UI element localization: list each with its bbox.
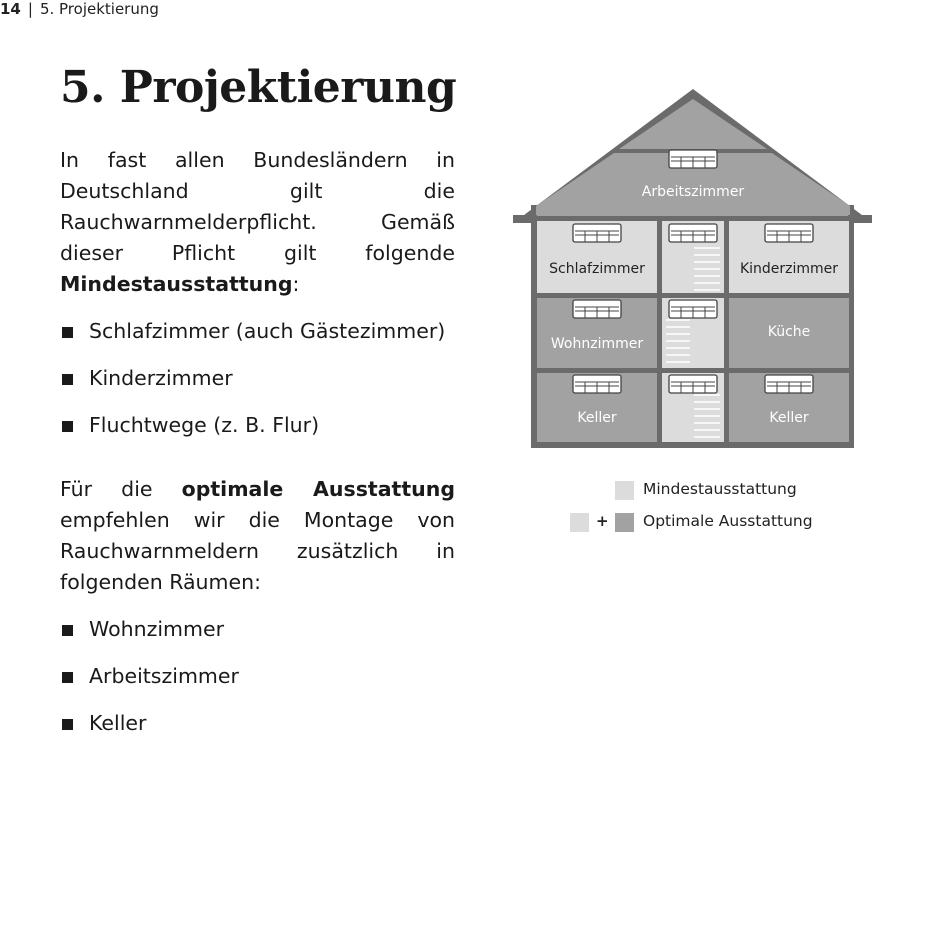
smoke-detector-icon	[669, 224, 717, 242]
room-label-middle-right: Küche	[767, 324, 811, 340]
page-number: 14	[0, 0, 21, 18]
list-item-label: Schlafzimmer (auch Gästezimmer)	[89, 319, 446, 343]
intro-text-end: :	[292, 272, 300, 296]
room-label-basement-right: Keller	[769, 410, 809, 426]
header-separator: |	[27, 0, 33, 18]
list-item-label: Keller	[89, 711, 147, 735]
intro-emphasis: Mindestausstattung	[60, 272, 293, 296]
smoke-detector-icon	[669, 150, 717, 168]
list-item	[60, 708, 455, 755]
smoke-detector-icon	[765, 375, 813, 393]
list-item	[60, 316, 455, 363]
roof-inner	[619, 99, 767, 149]
list-item	[60, 661, 455, 708]
bullet-square-icon	[62, 672, 73, 683]
eaves-right	[848, 215, 872, 223]
page-title: 5. Projektierung	[60, 62, 457, 113]
legend-label-optimal: Optimale Ausstattung	[643, 512, 813, 530]
list-item	[60, 614, 455, 661]
optimal-text: Für die	[60, 477, 182, 501]
bullet-square-icon	[62, 625, 73, 636]
house-diagram	[510, 82, 875, 452]
list-item	[60, 410, 455, 457]
legend-swatch-dark	[615, 513, 634, 532]
smoke-detector-icon	[669, 300, 717, 318]
text-column	[60, 145, 455, 755]
eaves-left	[513, 215, 537, 223]
bullet-square-icon	[62, 374, 73, 385]
list-item-label: Wohnzimmer	[89, 617, 225, 641]
list-item-label: Arbeitszimmer	[89, 664, 239, 688]
room-label-middle-left: Wohnzimmer	[550, 336, 644, 352]
minimum-rooms-list	[60, 316, 455, 457]
legend	[560, 478, 820, 542]
list-item-label: Fluchtwege (z. B. Flur)	[89, 413, 320, 437]
smoke-detector-icon	[573, 300, 621, 318]
legend-label-minimum: Mindestausstattung	[643, 480, 797, 498]
smoke-detector-icon	[573, 375, 621, 393]
header-section-title: 5. Projektierung	[39, 0, 159, 18]
optimal-paragraph	[60, 474, 455, 598]
list-item	[60, 363, 455, 410]
legend-row-minimum	[560, 478, 820, 510]
legend-plus: +	[596, 512, 609, 530]
optimal-emphasis: optimale Ausstattung	[181, 477, 455, 501]
room-label-upper-left: Schlafzimmer	[549, 261, 645, 277]
optimal-text-end: empfehlen wir die Montage von Rauchwarnmeldern zusätzlich in folgenden Räumen:	[60, 508, 455, 594]
legend-row-optimal	[560, 510, 820, 542]
bullet-square-icon	[62, 719, 73, 730]
room-label-attic: Arbeitszimmer	[641, 184, 745, 200]
smoke-detector-icon	[669, 375, 717, 393]
bullet-square-icon	[62, 327, 73, 338]
bullet-square-icon	[62, 421, 73, 432]
smoke-detector-icon	[573, 224, 621, 242]
legend-swatch-light	[570, 513, 589, 532]
intro-paragraph	[60, 145, 455, 300]
room-label-basement-left: Keller	[577, 410, 617, 426]
intro-text: In fast allen Bundesländern in Deutschland gilt die Rauchwarnmelderpflicht. Gemäß dieser Pflicht gilt folgende	[60, 148, 455, 265]
room-label-upper-right: Kinderzimmer	[739, 261, 839, 277]
optimal-rooms-list	[60, 614, 455, 755]
smoke-detector-icon	[765, 224, 813, 242]
list-item-label: Kinderzimmer	[89, 366, 233, 390]
legend-swatch-light	[615, 481, 634, 500]
running-header	[0, 0, 159, 18]
